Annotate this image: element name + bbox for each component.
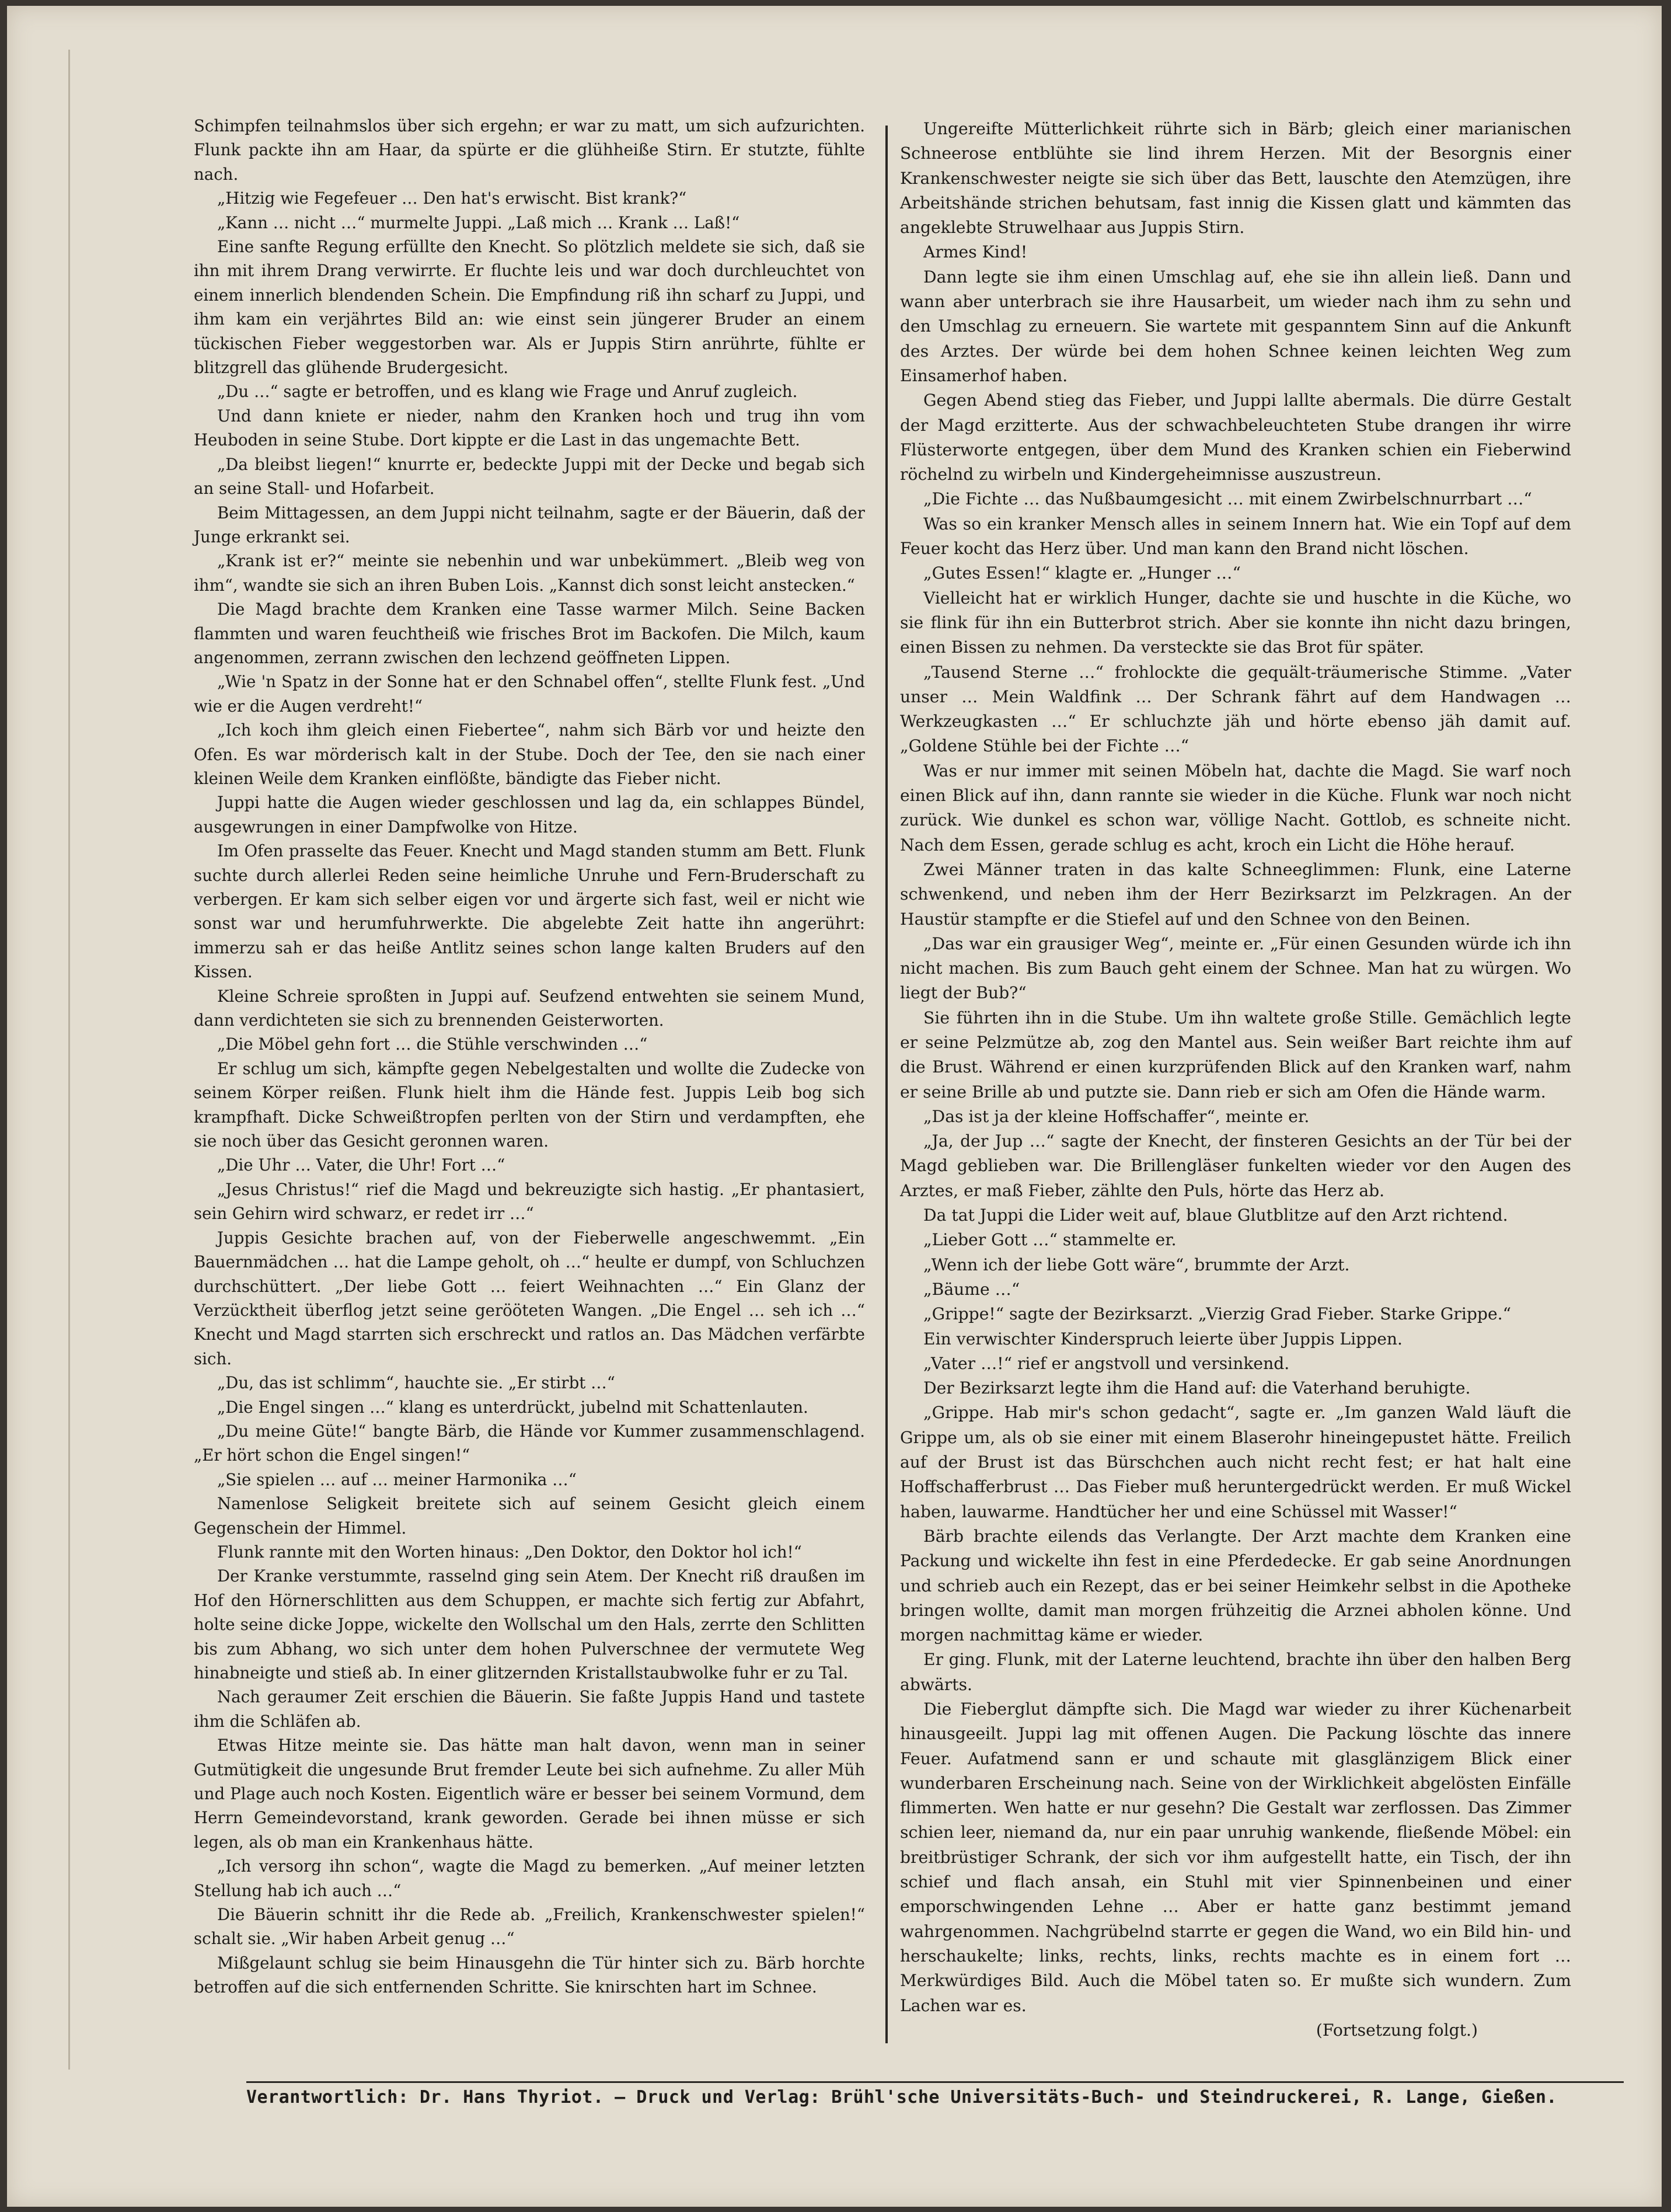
paragraph: „Die Engel singen …“ klang es unterdrückt, jubelnd mit Schattenlauten. <box>217 1397 808 1417</box>
paragraph: „Das war ein grausiger Weg“, meinte er. „Für einen Gesunden würde ich ihn nicht machen. Bis zum Bauch geht einem der Schnee. Man hat zu würgen. Wo liegt der Bub?“ <box>900 933 1571 1003</box>
paragraph: Nach geraumer Zeit erschien die Bäuerin. Sie faßte Juppis Hand und tastete ihm die Schläfen ab. <box>194 1687 865 1731</box>
paragraph: Ein verwischter Kinderspruch leierte über Juppis Lippen. <box>923 1329 1403 1349</box>
paragraph: Vielleicht hat er wirklich Hunger, dachte sie und huschte in die Küche, wo sie flink für ihn ein Butterbrot strich. Aber sie konnte ihn nicht dazu bringen, einen Bissen zu nehmen. Da versteckte sie das Brot für später. <box>900 588 1571 657</box>
paragraph: „Du, das ist schlimm“, hauchte sie. „Er stirbt …“ <box>217 1373 615 1393</box>
page-fold-line <box>68 50 70 2070</box>
paragraph: Zwei Männer traten in das kalte Schneeglimmen: Flunk, eine Laterne schwenkend, und neben ihm der Herr Bezirksarzt im Pelzkragen. An der Haustür stampfte er die Stiefel auf und den Schnee von den Beinen. <box>900 859 1571 929</box>
paragraph: „Bäume …“ <box>923 1279 1020 1299</box>
paragraph: Er schlug um sich, kämpfte gegen Nebelgestalten und wollte die Zudecke von seinem Körper reißen. Flunk hielt ihm die Hände fest. Juppis Leib bog sich krampfhaft. Dicke Schweißtropfen perlten von der Stirn und verdampften, ehe sie noch über das Gesicht geronnen waren. <box>194 1058 865 1151</box>
paragraph: „Gutes Essen!“ klagte er. „Hunger …“ <box>923 563 1241 583</box>
paragraph: „Tausend Sterne …“ frohlockte die gequält-träumerische Stimme. „Vater unser … Mein Waldfink … Der Schrank fährt auf dem Handwagen … Werkzeugkasten …“ Er schluchzte jäh und hörte ebenso jäh damit auf. „Goldene Stühle bei der Fichte …“ <box>900 662 1571 756</box>
paragraph: „Ich versorg ihn schon“, wagte die Magd zu bemerken. „Auf meiner letzten Stellung hab ich auch …“ <box>194 1856 865 1900</box>
paragraph: Die Magd brachte dem Kranken eine Tasse warmer Milch. Seine Backen flammten und waren feuchtheiß wie frisches Brot im Backofen. Die Milch, kaum angenommen, zerrann zwischen den lechzend geöffneten Lippen. <box>194 600 865 667</box>
paragraph: „Hitzig wie Fegefeuer … Den hat's erwischt. Bist krank?“ <box>217 189 687 208</box>
paragraph: Die Fieberglut dämpfte sich. Die Magd war wieder zu ihrer Küchenarbeit hinausgeeilt. Juppi lag mit offenen Augen. Die Packung löschte das innere Feuer. Aufatmend sann er und schaute mit glasglänzigem Blick einer wunderbaren Erscheinung nach. Seine von der Wirklichkeit abgelösten Einfälle flimmerten. Wen hatte er nur gesehn? Die Gestalt war zerflossen. Das Zimmer schien leer, niemand da, nur ein paar unruhig wankende, fließende Möbel: ein breitbrüstiger Schrank, der sich vor ihm aufgestellt hatte, ein Tisch, der ihn schief und flach ansah, ein Stuhl mit vier Spinnenbeinen und einer emporschwingenden Lehne … Aber er hatte ganz bestimmt jemand wahrgenommen. Nachgrübelnd starrte er gegen die Wand, wo ein Bild hin- und herschaukelte; links, rechts, links, rechts machte es in einem fort … Merkwürdiges Bild. Auch die Möbel taten so. Er mußte sich wundern. Zum Lachen war es. <box>900 1699 1571 2015</box>
footer-divider <box>246 2081 1624 2083</box>
paragraph: „Das ist ja der kleine Hoffschaffer“, meinte er. <box>923 1106 1310 1126</box>
paragraph: Flunk rannte mit den Worten hinaus: „Den Doktor, den Doktor hol ich!“ <box>217 1542 802 1562</box>
paragraph: „Ich koch ihm gleich einen Fiebertee“, nahm sich Bärb vor und heizte den Ofen. Es war mörderisch kalt in der Stube. Doch der Tee, den sie nach einer kleinen Weile dem Kranken einflößte, bändigte das Fieber nicht. <box>194 720 865 788</box>
paragraph: „Wenn ich der liebe Gott wäre“, brummte der Arzt. <box>923 1255 1350 1274</box>
paragraph: „Grippe. Hab mir's schon gedacht“, sagte er. „Im ganzen Wald läuft die Grippe um, als ob sie einer mit einem Blaserohr hineingepustet hätte. Freilich auf der Brust ist das Bürschchen auch nicht recht fest; er hat halt eine Hoffschafferbrust … Das Fieber muß heruntergedrückt werden. Er muß Wickel haben, lauwarme. Handtücher her und eine Schüssel mit Wasser!“ <box>900 1403 1571 1521</box>
paragraph: Die Bäuerin schnitt ihr die Rede ab. „Freilich, Krankenschwester spielen!“ schalt sie. „Wir haben Arbeit genug …“ <box>194 1905 865 1949</box>
paragraph: „Da bleibst liegen!“ knurrte er, bedeckte Juppi mit der Decke und begab sich an seine Stall- und Hofarbeit. <box>194 454 865 499</box>
paragraph: Der Bezirksarzt legte ihm die Hand auf: die Vaterhand beruhigte. <box>923 1378 1471 1398</box>
paragraph: „Krank ist er?“ meinte sie nebenhin und war unbekümmert. „Bleib weg von ihm“, wandte sie sich an ihren Buben Lois. „Kannst dich sonst leicht anstecken.“ <box>194 551 865 595</box>
newspaper-page <box>7 6 1662 2207</box>
paragraph: Juppis Gesichte brachen auf, von der Fieberwelle angeschwemmt. „Ein Bauernmädchen … hat die Lampe geholt, oh …“ heulte er dumpf, von Schluchzen durchschüttert. „Der liebe Gott … feiert Weihnachten …“ Ein Glanz der Verzücktheit überflog jetzt seine gerööteten Wangen. „Die Engel … seh ich …“ Knecht und Magd starrten sich erschreckt und ratlos an. Das Mädchen verfärbte sich. <box>194 1228 865 1368</box>
paragraph: „Ja, der Jup …“ sagte der Knecht, der finsteren Gesichts an der Tür bei der Magd geblieben war. Die Brillengläser funkelten wieder vor den Augen des Arztes, er maß Fieber, zählte den Puls, hörte das Herz ab. <box>900 1131 1571 1200</box>
paragraph: „Grippe!“ sagte der Bezirksarzt. „Vierzig Grad Fieber. Starke Grippe.“ <box>923 1304 1511 1324</box>
left-text-column <box>194 114 865 2035</box>
paragraph: Gegen Abend stieg das Fieber, und Juppi lallte abermals. Die dürre Gestalt der Magd erzitterte. Aus der schwachbeleuchteten Stube drangen ihr wirre Flüsterworte entgegen, über dem Mund des Kranken schien ein Fieberwind röchelnd zu wirbeln und Kindergeheimnisse auszustreun. <box>900 391 1571 485</box>
column-divider <box>885 126 888 2043</box>
paragraph: Der Kranke verstummte, rasselnd ging sein Atem. Der Knecht riß draußen im Hof den Hörnerschlitten aus dem Schuppen, er machte sich fertig zur Abfahrt, holte seine dicke Joppe, wickelte den Wollschal um den Hals, zerrte den Schlitten bis zum Abhang, wo sich unter dem hohen Pulverschnee der vermutete Weg hinabneigte und stieß ab. In einer glitzernden Kristallstaubwolke fuhr er zu Tal. <box>194 1566 865 1682</box>
paragraph: Im Ofen prasselte das Feuer. Knecht und Magd standen stumm am Bett. Flunk suchte durch allerlei Reden seine heimliche Unruhe und Fern-Bruderschaft zu verbergen. Er kam sich selber eigen vor und ärgerte sich fast, weil er nicht wie sonst war und herumfuhrwerkte. Die abgelebte Zeit hatte ihn angerührt: immerzu sah er das heiße Antlitz seines schon lange kalten Bruders auf den Kissen. <box>194 841 865 982</box>
paragraph: Etwas Hitze meinte sie. Das hätte man halt davon, wenn man in seiner Gutmütigkeit die ungesunde Brut fremder Leute bei sich aufnehme. Zu aller Müh und Plage auch noch Kosten. Eigentlich wäre er besser bei seinem Vormund, dem Herrn Gemeindevorstand, krank geworden. Gerade bei ihnen müsse er sich legen, als ob man ein Krankenhaus hätte. <box>194 1736 865 1852</box>
paragraph: „Kann … nicht …“ murmelte Juppi. „Laß mich … Krank … Laß!“ <box>217 213 740 232</box>
paragraph: „Wie 'n Spatz in der Sonne hat er den Schnabel offen“, stellte Flunk fest. „Und wie er die Augen verdreht!“ <box>194 672 865 716</box>
paragraph: Was er nur immer mit seinen Möbeln hat, dachte die Magd. Sie warf noch einen Blick auf ihn, dann rannte sie wieder in die Küche. Flunk war noch nicht zurück. Wie dunkel es schon war, völlige Nacht. Gottlob, es schneite nicht. Nach dem Essen, gerade schlug es acht, kroch ein Licht die Höhe herauf. <box>900 761 1571 855</box>
paragraph: „Die Uhr … Vater, die Uhr! Fort …“ <box>217 1155 505 1175</box>
paragraph: Eine sanfte Regung erfüllte den Knecht. So plötzlich meldete sie sich, daß sie ihn mit ihrem Drang verwirrte. Er fluchte leis und war doch durchleuchtet von einem innerlich blendenden Schein. Die Empfindung riß ihn scharf zu Juppi, und ihm kam ein verjährtes Bild an: wie einst sein jüngerer Bruder an einem tückischen Fieber weggestorben war. Als er Juppis Stirn anrührte, fühlte er blitzgrell das glühende Brudergesicht. <box>194 237 865 378</box>
paragraph: Kleine Schreie sproßten in Juppi auf. Seufzend entwehten sie seinem Mund, dann verdichteten sie sich zu brennenden Geisterworten. <box>194 986 865 1030</box>
paragraph: Da tat Juppi die Lider weit auf, blaue Glutblitze auf den Arzt richtend. <box>923 1206 1508 1225</box>
paragraph: Namenlose Seligkeit breitete sich auf seinem Gesicht gleich einem Gegenschein der Himmel. <box>194 1494 865 1538</box>
paragraph: „Du …“ sagte er betroffen, und es klang wie Frage und Anruf zugleich. <box>217 382 798 402</box>
paragraph: Mißgelaunt schlug sie beim Hinausgehn die Tür hinter sich zu. Bärb horchte betroffen auf die sich entfernenden Schritte. Sie knirschten hart im Schnee. <box>194 1953 865 1997</box>
paragraph: Er ging. Flunk, mit der Laterne leuchtend, brachte ihn über den halben Berg abwärts. <box>900 1650 1571 1694</box>
paragraph: Bärb brachte eilends das Verlangte. Der Arzt machte dem Kranken eine Packung und wickelte ihn fest in eine Pferdedecke. Er gab seine Anordnungen und schrieb auch ein Rezept, das er bei seiner Heimkehr selbst in die Apotheke bringen wollte, damit man morgen frühzeitig die Arznei abholen könne. Und morgen nachmittag käme er wieder. <box>900 1526 1571 1645</box>
paragraph: Und dann kniete er nieder, nahm den Kranken hoch und trug ihn vom Heuboden in seine Stube. Dort kippte er die Last in das ungemachte Bett. <box>194 406 865 450</box>
paragraph: Schimpfen teilnahmslos über sich ergehn; er war zu matt, um sich aufzurichten. Flunk packte ihn am Haar, da spürte er die glühheiße Stirn. Er stutzte, fühlte nach. <box>194 116 865 184</box>
paragraph: „Du meine Güte!“ bangte Bärb, die Hände vor Kummer zusammenschlagend. „Er hört schon die Engel singen!“ <box>194 1421 865 1465</box>
paragraph: „Lieber Gott …“ stammelte er. <box>923 1230 1177 1250</box>
paragraph: Dann legte sie ihm einen Umschlag auf, ehe sie ihn allein ließ. Dann und wann aber unterbrach sie ihre Hausarbeit, um wieder nach ihm zu sehn und den Umschlag zu erneuern. Sie wartete mit gespanntem Sinn auf die Ankunft des Arztes. Der würde bei dem hohen Schnee keinen leichten Weg zum Einsamerhof haben. <box>900 267 1571 385</box>
paragraph: Sie führten ihn in die Stube. Um ihn waltete große Stille. Gemächlich legte er seine Pelzmütze ab, zog den Mantel aus. Sein weißer Bart reichte ihm auf die Brust. Während er einen kurzprüfenden Blick auf den Kranken warf, nahm er seine Brille ab und putzte sie. Dann rieb er sich am Ofen die Hände warm. <box>900 1008 1571 1102</box>
paragraph: Was so ein kranker Mensch alles in seinem Innern hat. Wie ein Topf auf dem Feuer kocht das Herz über. Und man kann den Brand nicht löschen. <box>900 514 1571 559</box>
continuation-note: (Fortsetzung folgt.) <box>1316 2020 1478 2040</box>
right-text-column <box>900 117 1571 2043</box>
paragraph: Ungereifte Mütterlichkeit rührte sich in Bärb; gleich einer marianischen Schneerose entblühte sie lind ihrem Herzen. Mit der Besorgnis einer Krankenschwester neigte sie sich über das Bett, lauschte den Atemzügen, ihre Arbeitshände strichen behutsam, fast innig die Kissen glatt und kämmten das angeklebte Struwelhaar aus Juppis Stirn. <box>900 119 1571 238</box>
imprint-footer: Verantwortlich: Dr. Hans Thyriot. — Druck und Verlag: Brühl'sche Universitäts-Buch- und Steindruckerei, R. Lange, Gießen. <box>246 2087 1557 2108</box>
paragraph: Beim Mittagessen, an dem Juppi nicht teilnahm, sagte er der Bäuerin, daß der Junge erkrankt sei. <box>194 503 865 546</box>
paragraph: Juppi hatte die Augen wieder geschlossen und lag da, ein schlappes Bündel, ausgewrungen in einer Dampfwolke von Hitze. <box>194 793 865 837</box>
paragraph: Armes Kind! <box>923 242 1028 262</box>
paragraph: „Die Möbel gehn fort … die Stühle verschwinden …“ <box>217 1034 648 1054</box>
paragraph: „Sie spielen … auf … meiner Harmonika …“ <box>217 1469 577 1489</box>
paragraph: „Die Fichte … das Nußbaumgesicht … mit einem Zwirbelschnurrbart …“ <box>923 489 1532 509</box>
paragraph: „Vater …!“ rief er angstvoll und versinkend. <box>923 1353 1290 1373</box>
paragraph: „Jesus Christus!“ rief die Magd und bekreuzigte sich hastig. „Er phantasiert, sein Gehirn wird schwarz, er redet irr …“ <box>194 1179 865 1224</box>
